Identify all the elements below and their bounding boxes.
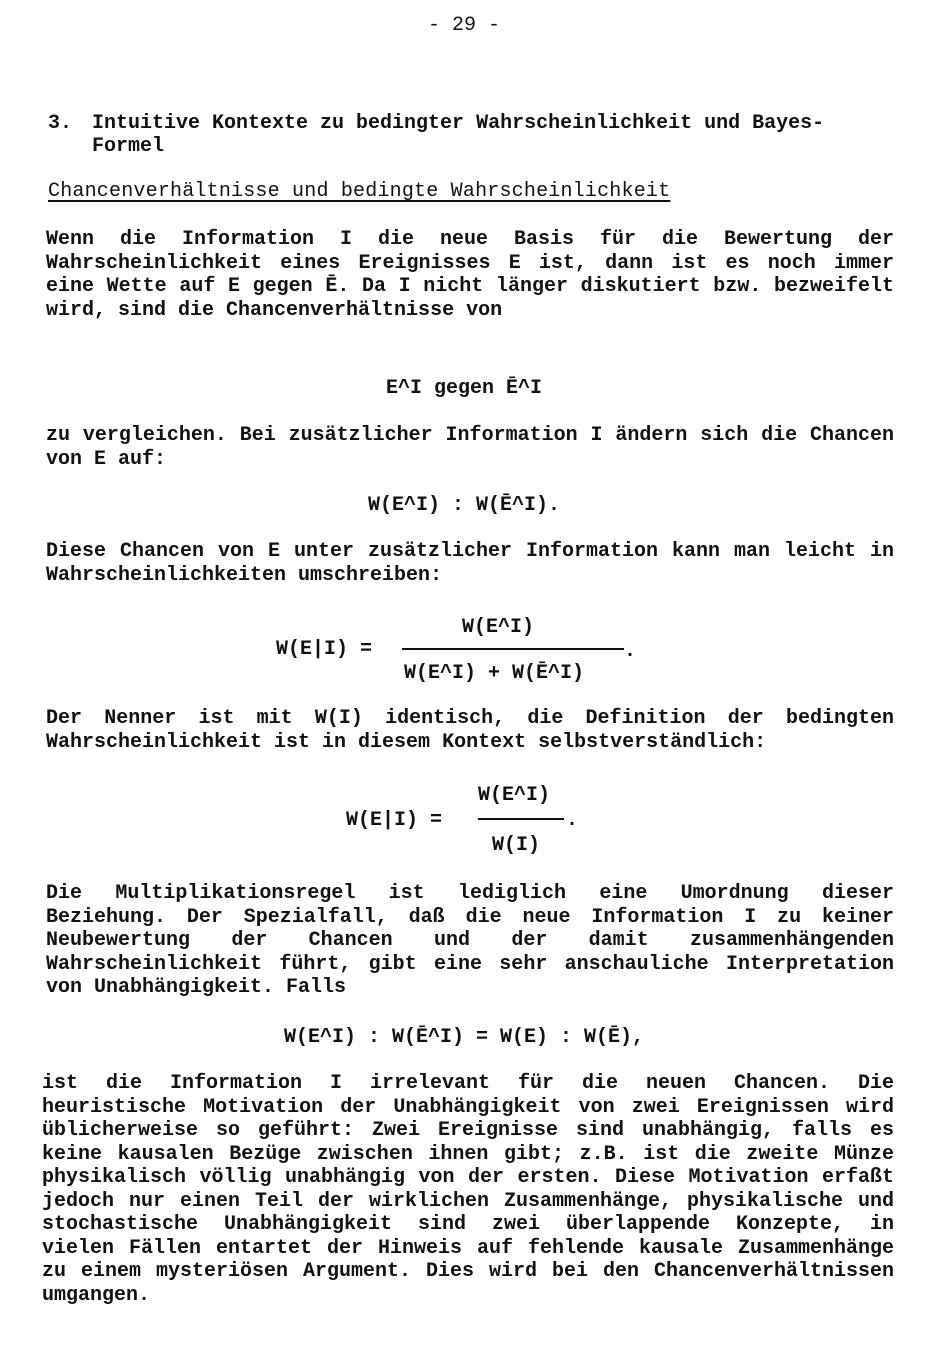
section-number: 3. [48,112,73,135]
formula-3-lhs: W(E|I) = [276,638,373,661]
formula-3-denominator: W(E^I) + W(Ē^I) [404,662,585,685]
paragraph-2: zu vergleichen. Bei zusätzlicher Information I ändern sich die Chancen von E auf: [46,424,894,471]
formula-3-fraction-bar [402,648,624,650]
page-number: - 29 - [427,14,500,37]
subsection-heading: Chancenverhältnisse und bedingte Wahrscheinlichkeit [48,180,671,203]
formula-4-denominator: W(I) [492,834,541,857]
formula-5: W(E^I) : W(Ē^I) = W(E) : W(Ē), [283,1026,645,1049]
formula-4-fraction-bar [478,818,564,820]
formula-1: E^I gegen Ē^I [385,377,543,400]
formula-2: W(E^I) : W(Ē^I). [367,494,561,517]
paragraph-3: Diese Chancen von E unter zusätzlicher Information kann man leicht in Wahrscheinlichkeiten umschreiben: [46,540,894,587]
formula-3 [0,612,928,692]
paragraph-4: Der Nenner ist mit W(I) identisch, die Definition der bedingten Wahrscheinlichkeit ist in diesem Kontext selbstverständlich: [46,707,894,754]
formula-4-end: . [566,809,579,832]
formula-4-numerator: W(E^I) [478,784,551,807]
section-heading [48,112,878,158]
formula-3-end: . [624,640,637,663]
formula-3-numerator: W(E^I) [462,616,535,639]
paragraph-5: Die Multiplikationsregel ist lediglich eine Umordnung dieser Beziehung. Der Spezialfall, daß die neue Information I zu keiner Neubewertung der Chancen und der damit zusammenhängenden Wahrscheinlichkeit führt, gibt eine sehr anschauliche Interpretation von Unabhängigkeit. Falls [46,882,894,999]
formula-4 [0,782,928,862]
formula-4-lhs: W(E|I) = [346,809,443,832]
section-title: Intuitive Kontexte zu bedingter Wahrscheinlichkeit und Bayes-Formel [92,112,825,158]
paragraph-6: ist die Information I irrelevant für die neuen Chancen. Die heuristische Motivation der Unabhängigkeit von zwei Ereignissen wird üblicherweise so geführt: Zwei Ereignisse sind unabhängig, falls es keine kausalen Bezüge zwischen ihnen gibt; z.B. ist die zweite Münze physikalisch völlig unabhängig von der ersten. Diese Motivation erfaßt jedoch nur einen Teil der wirklichen Zusammenhänge, physikalische und stochastische Unabhängigkeit sind zwei überlappende Konzepte, in vielen Fällen entartet der Hinweis auf fehlende kausale Zusammenhänge zu einem mysteriösen Argument. Dies wird bei den Chancenverhältnissen umgangen. [42,1072,894,1307]
paragraph-1: Wenn die Information I die neue Basis für die Bewertung der Wahrscheinlichkeit eines Ereignisses E ist, dann ist es noch immer eine Wette auf E gegen Ē. Da I nicht länger diskutiert bzw. bezweifelt wird, sind die Chancenverhältnisse von [46,228,894,322]
